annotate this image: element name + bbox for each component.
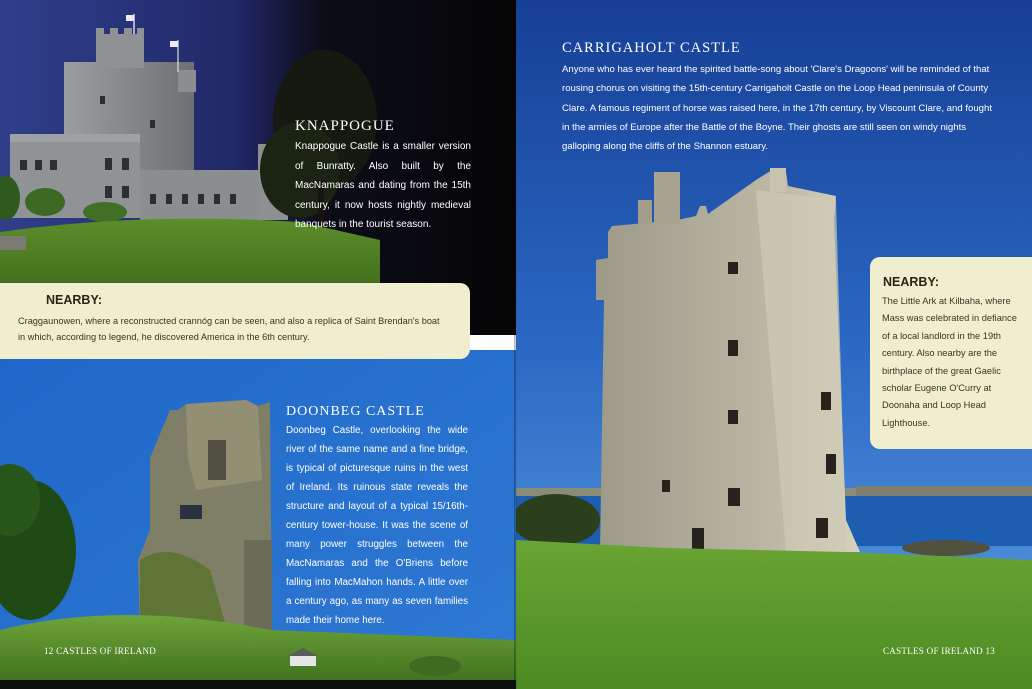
carrigaholt-heading: CARRIGAHOLT CASTLE xyxy=(562,40,741,56)
doonbeg-section xyxy=(286,404,468,630)
nearby-panel-left xyxy=(0,283,470,359)
nearby-label: NEARBY: xyxy=(883,275,940,289)
right-page xyxy=(516,0,1032,689)
knappogue-heading: KNAPPOGUE xyxy=(295,118,395,134)
knappogue-section xyxy=(295,118,471,235)
page-gutter xyxy=(514,0,517,689)
page-footer-right: CASTLES OF IRELAND 13 xyxy=(883,646,996,656)
carrigaholt-body: Anyone who has ever heard the spirited battle-song about 'Clare's Dragoons' will be reminded of that rousing chorus on visiting the 15th-century Carrigaholt Castle on the Loop Head peninsula of County Clare. A famous regiment of horse was raised here, in the 17th century, by Viscount Clare, and fought in the armies of Europe after the Battle of the Boyne. Their ghosts are still seen on windy nights galloping along the cliffs of the Shannon estuary. xyxy=(562,64,993,153)
carrigaholt-section xyxy=(562,40,992,156)
nearby-label: NEARBY: xyxy=(46,293,103,307)
nearby-panel-right xyxy=(870,257,1032,449)
doonbeg-heading: DOONBEG CASTLE xyxy=(286,404,425,419)
page-tab xyxy=(470,335,516,350)
knappogue-body: Knappogue Castle is a smaller version of Bunratty. Also built by the MacNamaras and dating from the 15th century, it now hosts nightly medieval banquets in the tourist season. xyxy=(295,141,471,230)
nearby-text: The Little Ark at Kilbaha, where Mass was celebrated in defiance of a local landlord in the 19th century. Also nearby are the birthplace of the great Gaelic scholar Eugene O'Curry at Doonaha and Loop Head Lighthouse. xyxy=(882,296,1017,428)
page-footer-left: 12 CASTLES OF IRELAND xyxy=(44,646,157,656)
nearby-text: Craggaunowen, where a reconstructed crannóg can be seen, and also a replica of Saint Brendan's boat in which, according to legend, he discovered America in the 6th century. xyxy=(18,316,440,342)
doonbeg-body: Doonbeg Castle, overlooking the wide river of the same name and a fine bridge, is typical of picturesque ruins in the west of Ireland. Its ruinous state reveals the structure and layout of a typical 15/16th-century tower-house. It was the scene of many power struggles between the MacNamaras and the O'Briens before falling into MacMahon hands. A little over a century ago, as many as seven families made their home here. xyxy=(286,425,468,626)
